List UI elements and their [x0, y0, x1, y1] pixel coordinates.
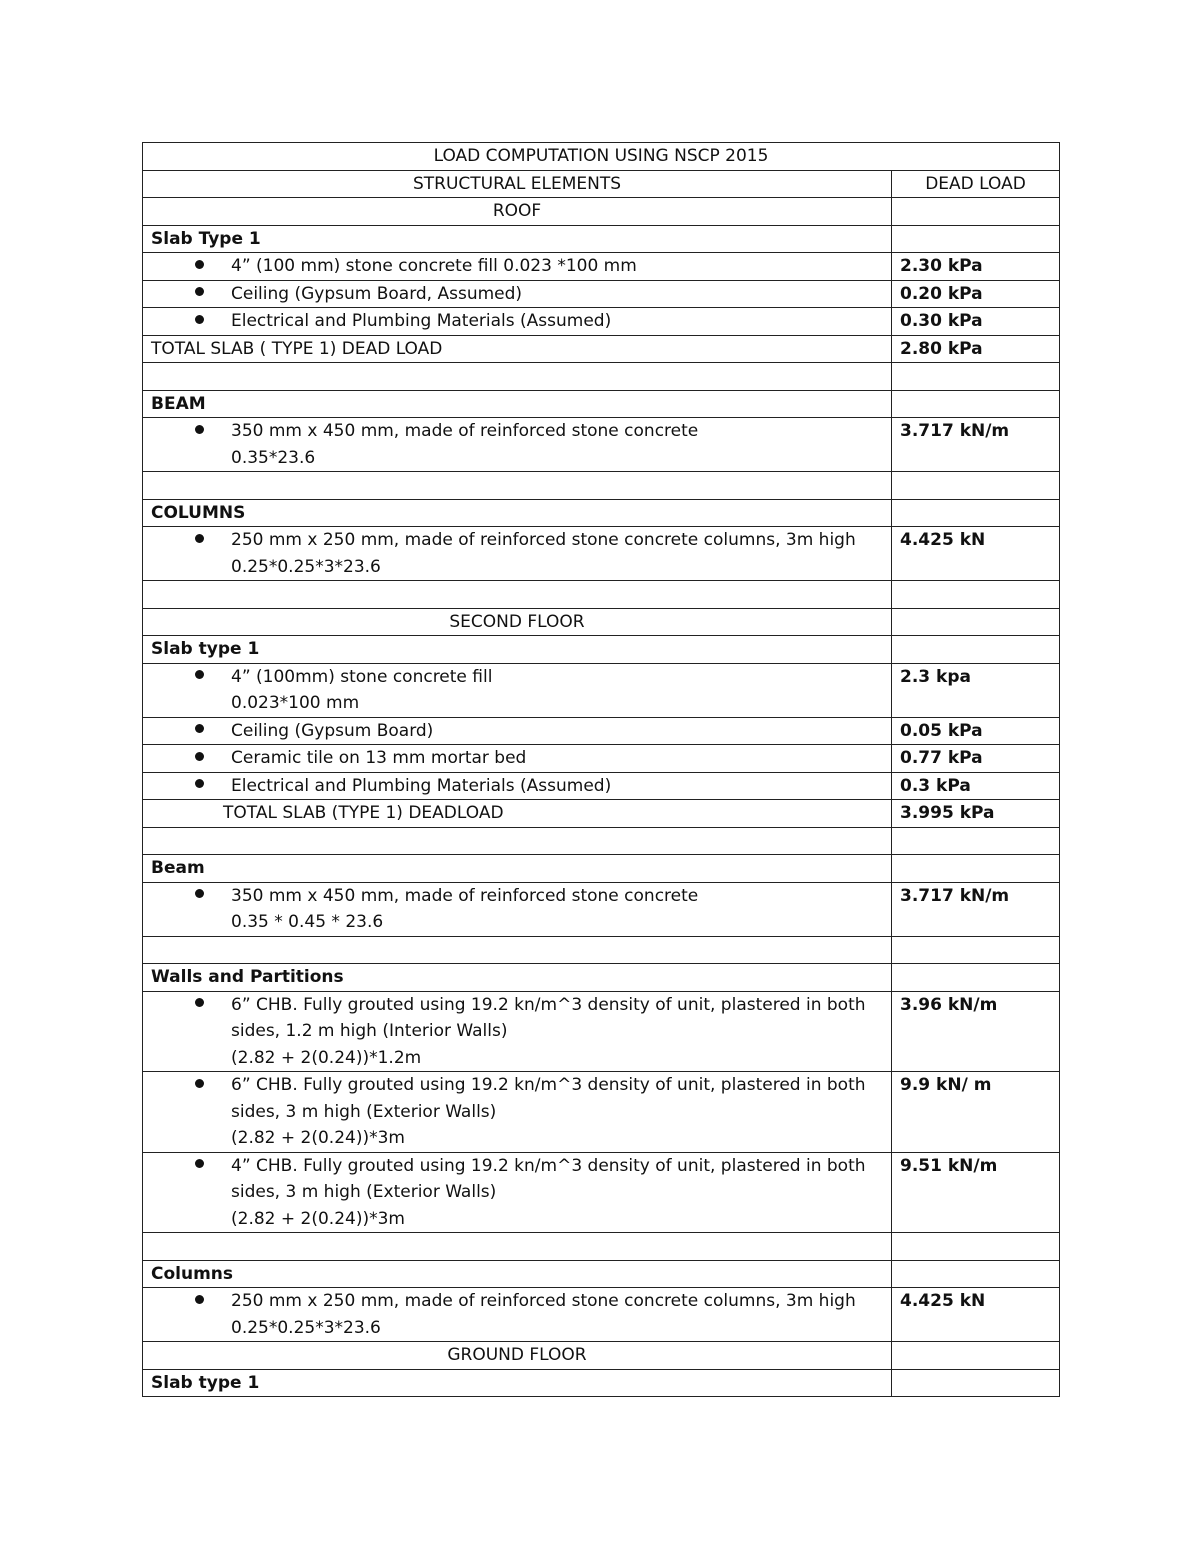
- load-computation-table: [142, 142, 1060, 1397]
- item-text-line: Ceramic tile on 13 mm mortar bed: [231, 748, 527, 768]
- item-text-line: 350 mm x 450 mm, made of reinforced stone concrete: [231, 421, 699, 441]
- dead-load-cell: 4.425 kN: [892, 527, 1060, 581]
- dead-load-cell: 4.425 kN: [892, 1288, 1060, 1342]
- dead-load-cell: [892, 1342, 1060, 1370]
- item-text-line: (2.82 + 2(0.24))*3m: [231, 1128, 405, 1148]
- table-row: [143, 363, 1060, 391]
- dead-load-cell: 3.717 kN/m: [892, 418, 1060, 472]
- dead-load-cell: [892, 499, 1060, 527]
- table-row: [143, 418, 1060, 472]
- dead-load-cell: 2.3 kpa: [892, 663, 1060, 717]
- bullet-icon: [195, 998, 204, 1007]
- bullet-icon: [195, 287, 204, 296]
- table-body: [143, 143, 1060, 1397]
- table-row: [143, 663, 1060, 717]
- dead-load-cell: 3.717 kN/m: [892, 882, 1060, 936]
- table-row: [143, 499, 1060, 527]
- element-label: BEAM: [143, 390, 892, 418]
- header-structural-elements: STRUCTURAL ELEMENTS: [143, 170, 892, 198]
- empty-cell: [892, 363, 1060, 391]
- dead-load-cell: [892, 608, 1060, 636]
- list-item: [143, 663, 892, 717]
- list-item: [143, 253, 892, 281]
- dead-load-cell: 2.30 kPa: [892, 253, 1060, 281]
- table-row: [143, 800, 1060, 828]
- empty-cell: [143, 363, 892, 391]
- dead-load-cell: [892, 1260, 1060, 1288]
- dead-load-cell: 0.20 kPa: [892, 280, 1060, 308]
- table-row: [143, 991, 1060, 1072]
- list-item: [143, 882, 892, 936]
- empty-cell: [143, 581, 892, 609]
- item-text-line: sides, 3 m high (Exterior Walls): [231, 1182, 497, 1202]
- item-text-line: 0.25*0.25*3*23.6: [231, 1317, 381, 1338]
- list-item: [143, 1288, 892, 1342]
- section-heading: GROUND FLOOR: [143, 1342, 892, 1370]
- item-text-line: 4” CHB. Fully grouted using 19.2 kn/m^3 density of unit, plastered in both: [231, 1155, 866, 1176]
- dead-load-cell: 0.05 kPa: [892, 717, 1060, 745]
- section-heading: SECOND FLOOR: [143, 608, 892, 636]
- bullet-icon: [195, 425, 204, 434]
- table-row: [143, 827, 1060, 855]
- dead-load-cell: 9.9 kN/ m: [892, 1072, 1060, 1153]
- item-text-line: 6” CHB. Fully grouted using 19.2 kn/m^3 density of unit, plastered in both: [231, 1075, 866, 1095]
- dead-load-cell: [892, 1369, 1060, 1397]
- item-text-line: 4” (100 mm) stone concrete fill 0.023 *100 mm: [231, 256, 637, 276]
- table-row: [143, 1233, 1060, 1261]
- dead-load-cell: 0.30 kPa: [892, 308, 1060, 336]
- item-text-line: 250 mm x 250 mm, made of reinforced stone concrete columns, 3m high: [231, 1291, 856, 1311]
- empty-cell: [892, 827, 1060, 855]
- table-row: [143, 1288, 1060, 1342]
- list-item: [143, 527, 892, 581]
- element-label: Beam: [143, 855, 892, 883]
- bullet-icon: [195, 1295, 204, 1304]
- item-text-line: Electrical and Plumbing Materials (Assumed): [231, 311, 612, 331]
- table-row: [143, 936, 1060, 964]
- bullet-icon: [195, 315, 204, 324]
- table-row: [143, 882, 1060, 936]
- list-item: [143, 717, 892, 745]
- table-row: [143, 198, 1060, 226]
- bullet-icon: [195, 1079, 204, 1088]
- table-row: [143, 335, 1060, 363]
- empty-cell: [143, 936, 892, 964]
- table-row: [143, 745, 1060, 773]
- list-item: [143, 991, 892, 1072]
- table-row: [143, 225, 1060, 253]
- element-label: Columns: [143, 1260, 892, 1288]
- table-row: [143, 527, 1060, 581]
- item-text-line: sides, 3 m high (Exterior Walls): [231, 1101, 497, 1122]
- list-item: [143, 1152, 892, 1233]
- total-label: TOTAL SLAB (TYPE 1) DEADLOAD: [143, 800, 892, 828]
- empty-cell: [892, 472, 1060, 500]
- list-item: [143, 1072, 892, 1153]
- bullet-icon: [195, 752, 204, 761]
- dead-load-cell: [892, 225, 1060, 253]
- item-text-line: 0.35*23.6: [231, 447, 316, 468]
- empty-cell: [892, 581, 1060, 609]
- item-text-line: (2.82 + 2(0.24))*3m: [231, 1208, 405, 1229]
- table-row: [143, 1369, 1060, 1397]
- header-row: [143, 170, 1060, 198]
- item-text-line: Electrical and Plumbing Materials (Assumed): [231, 775, 612, 796]
- list-item: [143, 280, 892, 308]
- item-text-line: Ceiling (Gypsum Board): [231, 720, 434, 741]
- table-row: [143, 1152, 1060, 1233]
- table-row: [143, 280, 1060, 308]
- item-text-line: 350 mm x 450 mm, made of reinforced stone concrete: [231, 885, 699, 906]
- list-item: [143, 418, 892, 472]
- bullet-icon: [195, 670, 204, 679]
- dead-load-cell: [892, 964, 1060, 992]
- bullet-icon: [195, 1159, 204, 1168]
- table-row: [143, 581, 1060, 609]
- table-row: [143, 308, 1060, 336]
- item-text-line: 4” (100mm) stone concrete fill: [231, 666, 493, 687]
- empty-cell: [143, 827, 892, 855]
- list-item: [143, 308, 892, 336]
- table-row: [143, 390, 1060, 418]
- item-text-line: (2.82 + 2(0.24))*1.2m: [231, 1047, 422, 1068]
- title-row: [143, 143, 1060, 171]
- element-label: COLUMNS: [143, 499, 892, 527]
- element-label: Walls and Partitions: [143, 964, 892, 992]
- table-row: [143, 772, 1060, 800]
- table-row: [143, 1260, 1060, 1288]
- table-row: [143, 855, 1060, 883]
- dead-load-cell: 9.51 kN/m: [892, 1152, 1060, 1233]
- table-row: [143, 608, 1060, 636]
- empty-cell: [892, 1233, 1060, 1261]
- item-text-line: sides, 1.2 m high (Interior Walls): [231, 1021, 508, 1041]
- bullet-icon: [195, 779, 204, 788]
- table-row: [143, 636, 1060, 664]
- empty-cell: [143, 472, 892, 500]
- item-text-line: 0.023*100 mm: [231, 693, 360, 713]
- total-label: TOTAL SLAB ( TYPE 1) DEAD LOAD: [143, 335, 892, 363]
- dead-load-cell: 0.3 kPa: [892, 772, 1060, 800]
- list-item: [143, 745, 892, 773]
- bullet-icon: [195, 889, 204, 898]
- list-item: [143, 772, 892, 800]
- table-row: [143, 1072, 1060, 1153]
- bullet-icon: [195, 260, 204, 269]
- element-label: Slab Type 1: [143, 225, 892, 253]
- table-row: [143, 472, 1060, 500]
- dead-load-cell: 2.80 kPa: [892, 335, 1060, 363]
- section-heading: ROOF: [143, 198, 892, 226]
- bullet-icon: [195, 534, 204, 543]
- item-text-line: 0.35 * 0.45 * 23.6: [231, 912, 384, 932]
- empty-cell: [143, 1233, 892, 1261]
- table-row: [143, 717, 1060, 745]
- dead-load-cell: [892, 636, 1060, 664]
- item-text-line: 0.25*0.25*3*23.6: [231, 556, 381, 577]
- header-dead-load: DEAD LOAD: [892, 170, 1060, 198]
- item-text-line: Ceiling (Gypsum Board, Assumed): [231, 283, 523, 304]
- element-label: Slab type 1: [143, 636, 892, 664]
- dead-load-cell: 3.96 kN/m: [892, 991, 1060, 1072]
- table-title: LOAD COMPUTATION USING NSCP 2015: [143, 143, 1060, 171]
- dead-load-cell: [892, 855, 1060, 883]
- dead-load-cell: 0.77 kPa: [892, 745, 1060, 773]
- dead-load-cell: [892, 198, 1060, 226]
- empty-cell: [892, 936, 1060, 964]
- element-label: Slab type 1: [143, 1369, 892, 1397]
- table-row: [143, 964, 1060, 992]
- dead-load-cell: [892, 390, 1060, 418]
- table-row: [143, 253, 1060, 281]
- table-row: [143, 1342, 1060, 1370]
- bullet-icon: [195, 724, 204, 733]
- dead-load-cell: 3.995 kPa: [892, 800, 1060, 828]
- item-text-line: 6” CHB. Fully grouted using 19.2 kn/m^3 density of unit, plastered in both: [231, 994, 866, 1015]
- item-text-line: 250 mm x 250 mm, made of reinforced stone concrete columns, 3m high: [231, 530, 856, 550]
